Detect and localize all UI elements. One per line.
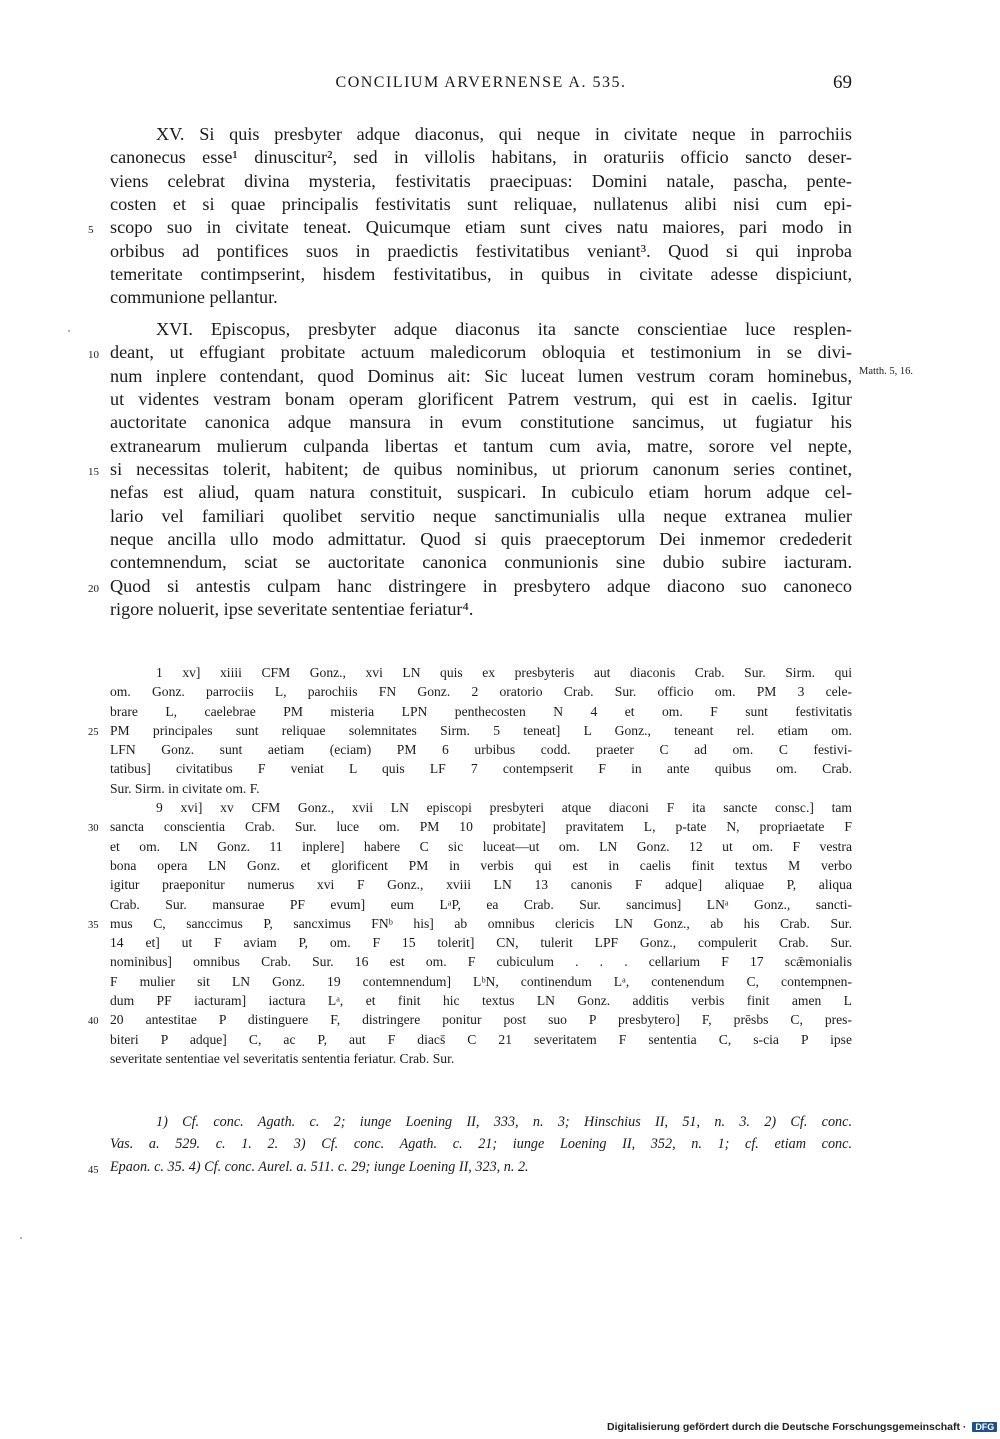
running-title: CONCILIUM ARVERNENSE A. 535. <box>335 74 627 91</box>
line-number: 40 <box>88 1016 99 1028</box>
footnotes <box>88 1111 852 1178</box>
variant-line: 9 xvi] xv CFM Gonz., xvii LN episcopi presbyteri atque diaconi F ita sancte consc.] tam <box>156 800 852 816</box>
text-line: si necessitas tolerit, habitent; de quibus nominibus, ut priorum canonum series continet, <box>110 459 852 480</box>
variant-line: PM principales sunt reliquae solemnitates Sirm. 5 teneat] L Gonz., teneant rel. etiam om. <box>110 722 852 738</box>
footnote-line: Vas. a. 529. c. 1. 2. 3) Cf. conc. Agath. c. 21; iunge Loening II, 352, n. 1; cf. etiam conc. <box>110 1136 852 1153</box>
text-line: communione pellantur. <box>110 287 278 308</box>
text-line-quote-start: num inplere contendant, quod Dominus ait: Sic luceat lumen vestrum coram hominebus, <box>110 365 852 386</box>
variant-line: 14 et] ut F aviam P, om. F 15 tolerit] CN, tulerit LPF Gonz., compulerit Crab. Sur. <box>110 935 852 951</box>
scan-speck <box>68 330 70 332</box>
text-line: deant, ut effugiant probitate actuum maledicorum obloquia et testimonium in se divi- <box>110 342 852 363</box>
text-line: viens celebrat divina mysteria, festivitatis praecipuas: Domini natale, pascha, pente- <box>110 170 852 191</box>
variant-line: dum PF iacturam] iactura Lᵃ, et finit hic textus LN Gonz. additis verbis finit amen L <box>110 993 852 1009</box>
variant-line: mus C, sanccimus P, sancximus FNᵇ his] ab omnibus clericis LN Gonz., ab his Crab. Sur. <box>110 915 852 931</box>
text-line: extranearum mulierum culpanda libertas et tantum cum avia, matre, sorore vel nepte, <box>110 435 852 456</box>
numbered-line-wrap <box>88 458 852 481</box>
variant-line: igitur praeponitur numerus xvi F Gonz., xviii LN 13 canonis F adque] aliquae P, aliqua <box>110 877 852 893</box>
variant-line: F mulier sit LN Gonz. 19 contemnendum] LᵇN, continendum Lᵃ, contenendum C, contempnen- <box>110 973 852 989</box>
variant-line: bona opera LN Gonz. et glorificent PM in verbis qui est in caelis finit textus M verbo <box>110 857 852 873</box>
variant-line: Crab. Sur. mansurae PF evum] eum LᵃP, ea Crab. Sur. sancimus] LNᵃ Gonz., sancti- <box>110 896 852 912</box>
canon-xvi <box>88 318 852 621</box>
line-number: 25 <box>88 726 99 738</box>
variant-line: brare L, caelebrae PM misteria LPN penthecosten N 4 et om. F sunt festivitatis <box>110 703 852 719</box>
numbered-line-wrap <box>88 721 852 740</box>
scan-speck <box>20 1237 22 1239</box>
footnote-line: Epaon. c. 35. 4) Cf. conc. Aurel. a. 511. c. 29; iunge Loening II, 323, n. 2. <box>110 1158 529 1175</box>
numbered-line-wrap <box>88 1156 852 1178</box>
variant-line: 20 antestitae P distinguere F, distringere ponitur post suo P presbytero] F, prēsbs C, pres- <box>110 1012 852 1028</box>
page-number: 69 <box>833 72 852 93</box>
line-number: 30 <box>88 823 99 835</box>
text-line: Quod si antestis culpam hanc distringere in presbytero adque diacono suo canoneco <box>110 575 852 596</box>
line-number: 20 <box>88 582 99 595</box>
footnote-line: 1) Cf. conc. Agath. c. 2; iunge Loening II, 333, n. 3; Hinschius II, 51, n. 3. 2) Cf. conc. <box>156 1114 852 1130</box>
text-line: temeritate contimpserint, hisdem festivitatibus, in quibus in civitate adesse dispiciunt, <box>110 264 852 285</box>
digitization-credit <box>607 1421 997 1433</box>
line-number: 5 <box>88 224 94 237</box>
variant-line: severitate sententiae vel severitatis sententia feriatur. Crab. Sur. <box>110 1050 455 1066</box>
numbered-line-wrap <box>88 341 852 364</box>
variant-line: 1 xv] xiiii CFM Gonz., xvi LN quis ex presbyteris aut diaconis Crab. Sur. Sirm. qui <box>156 665 852 680</box>
text-line: lario vel familiari quolibet servitio neque sanctimunialis ulla neque extranea mulier <box>110 505 852 526</box>
text-line: orbibus ad pontifices suos in praedictis festivitatibus veniant³. Quod si qui inproba <box>110 240 852 261</box>
variant-line: om. Gonz. parrociis L, parochiis FN Gonz. 2 oratorio Crab. Sur. officio om. PM 3 cele- <box>110 684 852 700</box>
variant-apparatus <box>88 663 852 1068</box>
text-line: costen et si quae principalis festivitatis sunt reliquae, nullatenus alibi nisi cum epi- <box>110 194 852 215</box>
line-number: 45 <box>88 1164 99 1176</box>
variant-line: tatibus] civitatibus F veniat L quis LF 7 contempserit F in ante quibus om. Crab. <box>110 761 852 777</box>
dfg-logo-icon: DFG <box>972 1422 997 1432</box>
text-line: canonecus esse¹ dinuscitur², sed in villolis habitans, in oraturiis officio sancto deser- <box>110 147 852 168</box>
line-number: 15 <box>88 466 99 479</box>
canon-xv <box>88 123 852 310</box>
variant-line: et om. LN Gonz. 11 inplere] habere C sic luceat—ut om. LN Gonz. 12 ut om. F vestra <box>110 838 852 854</box>
text-line-quote: ut videntes vestram bonam operam glorificent Patrem vestrum, qui est in caelis. Igitur <box>110 389 852 410</box>
text-line: auctoritate canonica adque mansura in evum constitutione sancimus, ut fugiatur his <box>110 412 852 433</box>
variant-line: LFN Gonz. sunt aetiam (eciam) PM 6 urbibus codd. praeter C ad om. C festivi- <box>110 742 852 758</box>
text-line: XV. Si quis presbyter adque diaconus, qui neque in civitate neque in parrochiis <box>156 124 852 144</box>
variant-line: sancta conscientia Crab. Sur. luce om. PM 10 probitate] pravitatem L, p-tate N, propriaetate F <box>110 819 852 835</box>
digitization-credit-text: Digitalisierung gefördert durch die Deutsche Forschungsgemeinschaft · <box>607 1421 967 1433</box>
text-line: XVI. Episcopus, presbyter adque diaconus ita sancte conscientiae luce resplen- <box>156 319 852 339</box>
text-line: rigore noluerit, ipse severitate sententiae feriatur⁴. <box>110 599 474 620</box>
numbered-line-wrap <box>88 817 852 836</box>
text-line: neque ancilla ullo modo admittatur. Quod si quis praeceptorum Dei inmemor credederit <box>110 529 852 550</box>
line-number: 10 <box>88 349 99 362</box>
variant-line: biteri P adque] C, ac P, aut F diacs̄ C 21 severitatem F sententia C, s-cia P ipse <box>110 1031 852 1047</box>
text-line: nefas est aliud, quam natura constituit, suspicari. In cubiculo etiam horum adque cel- <box>110 482 852 503</box>
page-header <box>110 74 852 102</box>
variant-line: Sur. Sirm. in civitate om. F. <box>110 780 260 796</box>
text-line: scopo suo in civitate teneat. Quicumque etiam sunt cives natu maiores, pari modo in <box>110 217 852 238</box>
line-number: 35 <box>88 919 99 931</box>
variant-line: nominibus] omnibus Crab. Sur. 16 est om. F cubiculum . . . cellarium F 17 scǣmonialis <box>110 954 852 970</box>
text-line: contemnendum, sciat se auctoritate canonica conmunionis sine dubio subire iacturam. <box>110 552 852 573</box>
numbered-line-wrap <box>88 914 852 933</box>
margin-note-matthew: Matth. 5, 16. <box>859 366 913 377</box>
numbered-line-wrap <box>88 575 852 598</box>
numbered-line-wrap <box>88 1010 852 1029</box>
numbered-line-wrap <box>88 216 852 239</box>
